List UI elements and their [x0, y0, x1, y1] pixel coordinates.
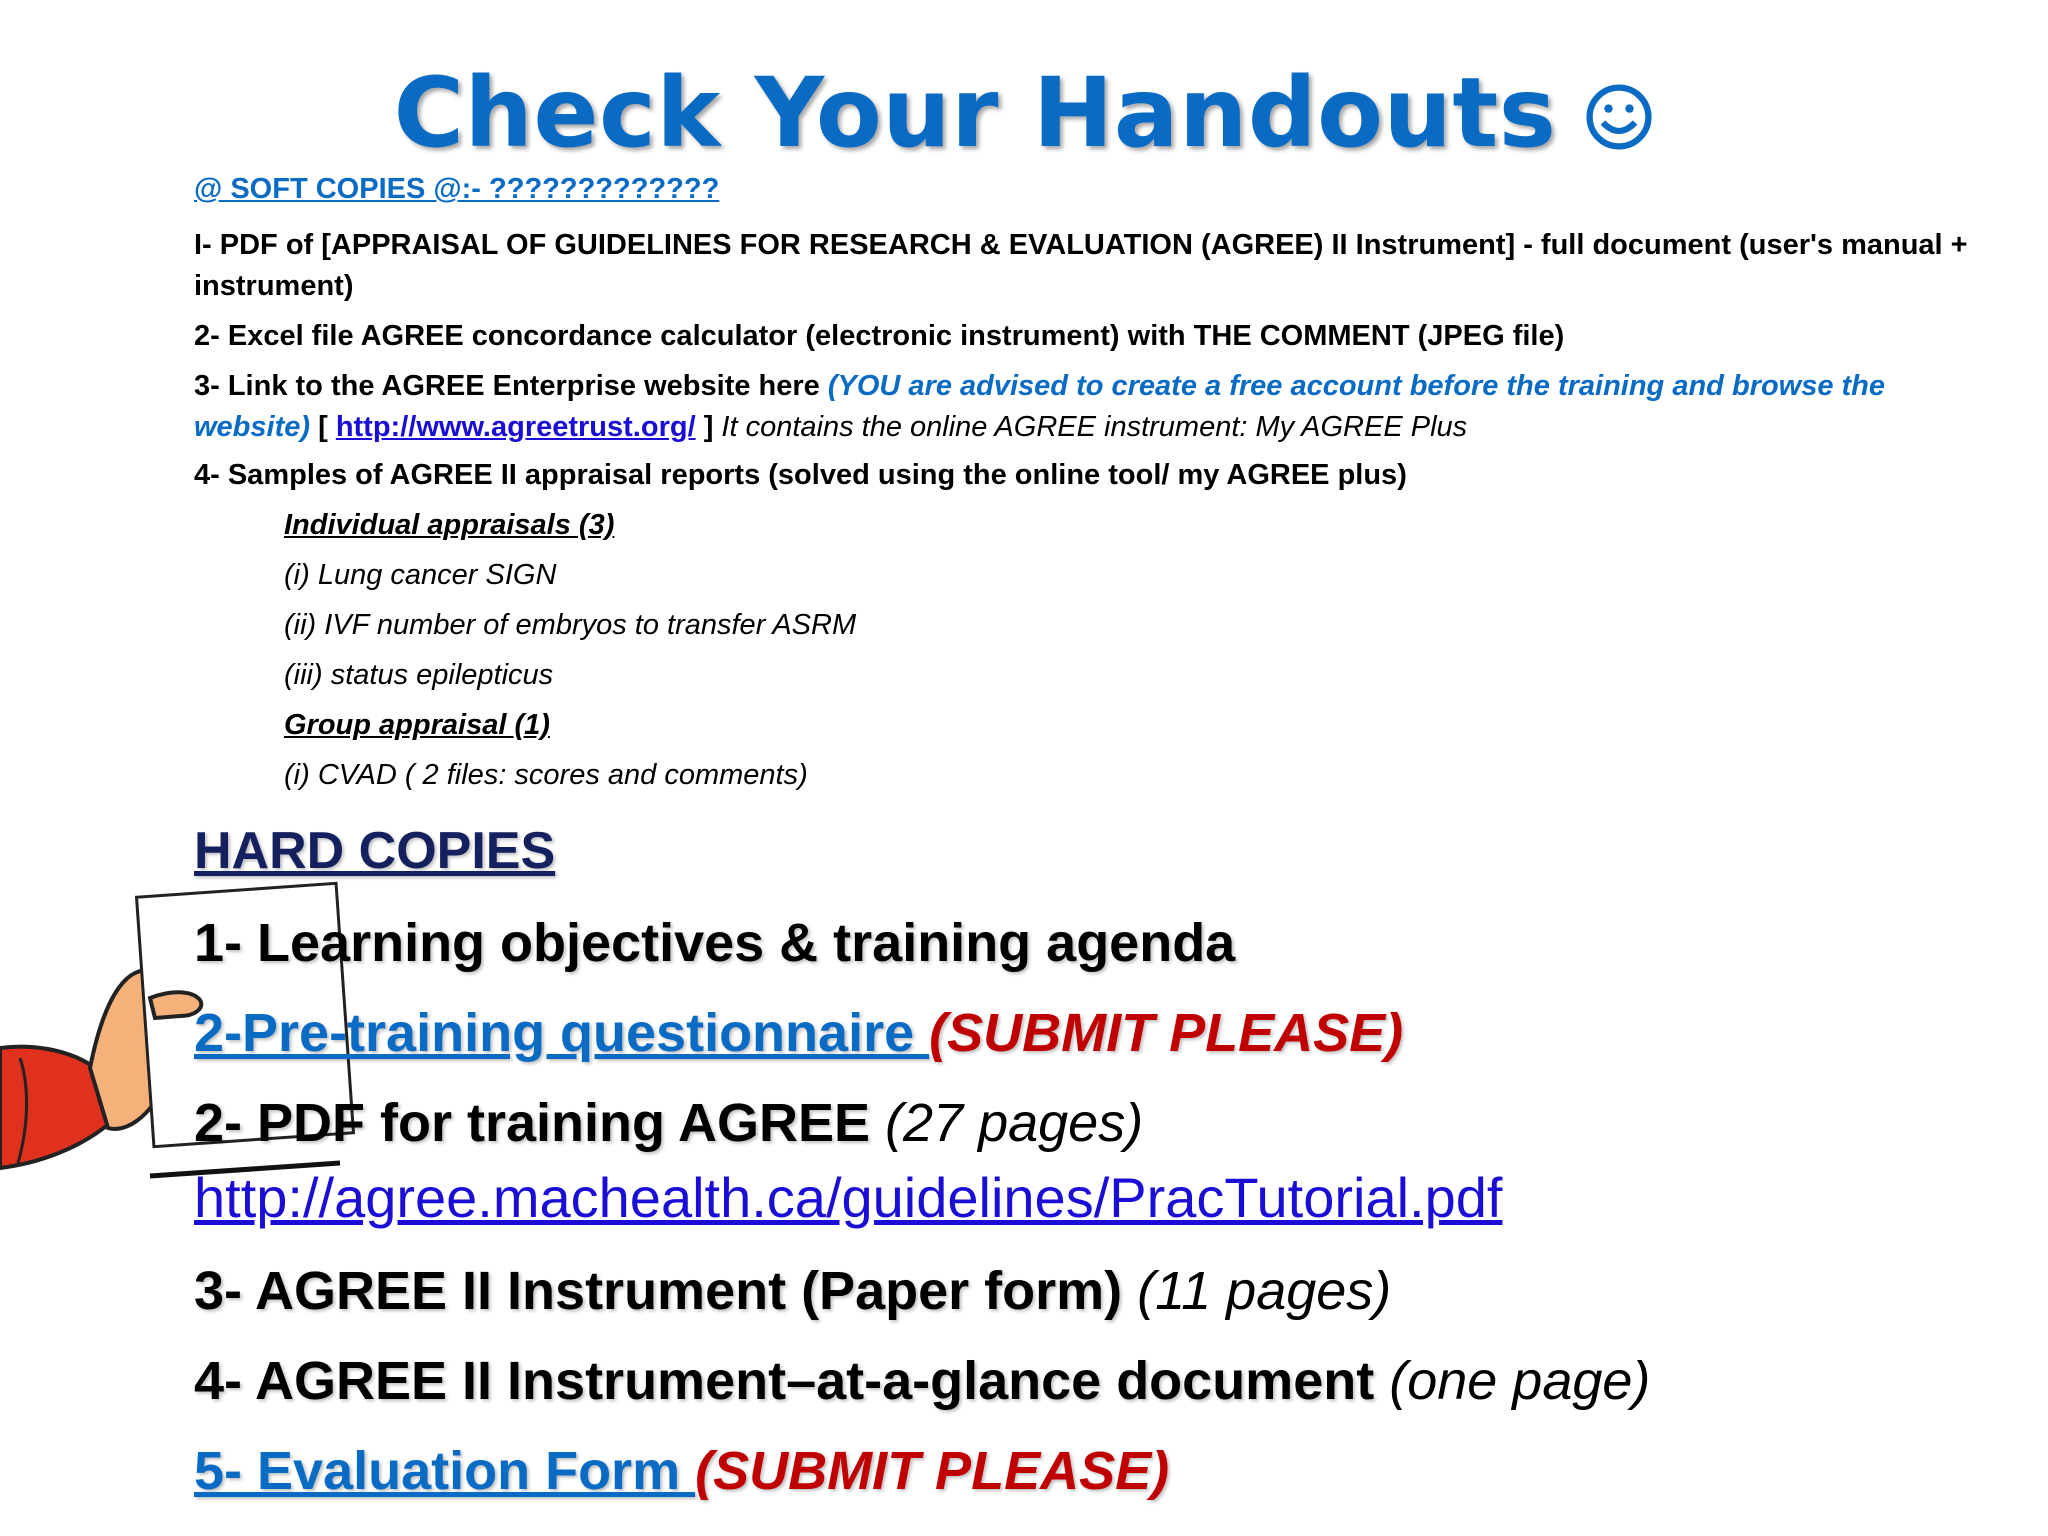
soft-item-4: 4- Samples of AGREE II appraisal reports (solved using the online tool/ my AGREE plus) [194, 459, 1407, 491]
title-text: Check Your Handouts [393, 57, 1557, 169]
soft-item-3-note: (YOU are advised to create a free account before the training and browse the website) [194, 370, 1886, 443]
soft-item-3 [194, 366, 1974, 448]
practutorial-pdf-link[interactable]: http://agree.machealth.ca/guidelines/PracTutorial.pdf [194, 1166, 1503, 1229]
hard-item-4 [194, 1258, 1391, 1324]
agreetrust-link[interactable]: http://www.agreetrust.org/ [335, 411, 696, 443]
hard-item-1 [194, 910, 1235, 976]
soft-item-3-lead: 3- Link to the AGREE Enterprise website here [194, 370, 828, 402]
submit-please-badge: (SUBMIT PLEASE) [695, 1441, 1170, 1501]
group-appraisal-item: (i) CVAD ( 2 files: scores and comments) [284, 759, 808, 791]
hard-item-5-text: 4- AGREE II Instrument–at-a-glance document [194, 1351, 1375, 1411]
hard-item-1-text: 1- Learning objectives & training agenda [194, 913, 1236, 973]
soft-item-2: 2- Excel file AGREE concordance calculator (electronic instrument) with THE COMMENT (JPEG file) [194, 320, 1565, 352]
hard-item-2 [194, 1000, 1403, 1066]
hard-item-5 [194, 1348, 1650, 1414]
evaluation-form-link[interactable]: 5- Evaluation Form [194, 1441, 696, 1501]
hard-item-5-pages: (one page) [1374, 1351, 1651, 1411]
group-appraisal-heading: Group appraisal (1) [284, 709, 550, 741]
hard-item-3-text: 2- PDF for training AGREE [194, 1093, 871, 1153]
pre-training-questionnaire-link[interactable]: 2-Pre-training questionnaire [194, 1003, 930, 1063]
individual-appraisal-item: (ii) IVF number of embryos to transfer ASRM [284, 609, 857, 641]
hard-copies-heading: HARD COPIES [194, 822, 556, 880]
individual-appraisals-heading: Individual appraisals (3) [284, 509, 615, 541]
soft-item-3-open: [ [310, 411, 336, 443]
hard-item-4-pages: (11 pages) [1122, 1261, 1392, 1321]
soft-item-3-close: ] [695, 411, 722, 443]
soft-item-1: I- PDF of [APPRAISAL OF GUIDELINES FOR RESEARCH & EVALUATION (AGREE) II Instrument] - full document (user's manual + instrument) [194, 229, 1968, 302]
individual-appraisal-item: (i) Lung cancer SIGN [284, 559, 557, 591]
hard-item-3 [194, 1090, 1143, 1156]
hard-item-6 [194, 1438, 1169, 1504]
individual-appraisal-item: (iii) status epilepticus [284, 659, 554, 691]
submit-please-badge: (SUBMIT PLEASE) [929, 1003, 1404, 1063]
soft-copies-heading: @ SOFT COPIES @:- ????????????? [194, 173, 720, 205]
hard-item-4-text: 3- AGREE II Instrument (Paper form) [194, 1261, 1123, 1321]
soft-item-3-tail: It contains the online AGREE instrument: My AGREE Plus [721, 411, 1468, 443]
page-title [0, 58, 2048, 168]
smiley-icon [1584, 82, 1654, 152]
hard-item-3-pages: (27 pages) [870, 1093, 1144, 1153]
